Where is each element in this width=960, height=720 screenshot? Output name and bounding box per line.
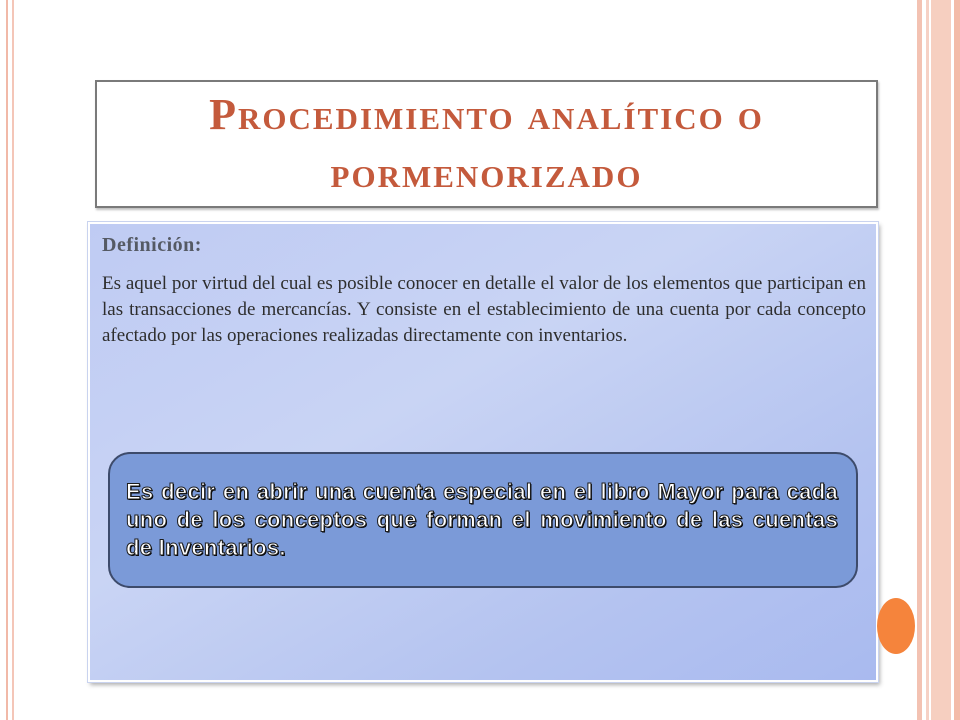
callout-box [108, 452, 858, 588]
right-stripe [931, 0, 951, 720]
accent-dot [877, 598, 915, 654]
right-stripe [954, 0, 960, 720]
content-body [102, 234, 866, 349]
title-box [95, 80, 878, 208]
callout-text: Es decir en abrir una cuenta especial en el libro Mayor para cada uno de los conceptos que forman el movimiento de las cuentas de Inventarios. [126, 479, 838, 560]
left-rule [6, 0, 8, 720]
slide-title: Procedimiento analítico o pormenorizado [209, 90, 764, 197]
definition-label: Definición: [102, 234, 202, 256]
left-rule-inner [12, 0, 14, 720]
right-stripe [917, 0, 922, 720]
definition-text: Es aquel por virtud del cual es posible conocer en detalle el valor de los elementos que participan en las transacciones de mercancías. Y consiste en el establecimiento de una cuenta por cada concepto afectado por las operaciones realizadas directamente con inventarios. [102, 273, 866, 346]
right-stripe [926, 0, 929, 720]
